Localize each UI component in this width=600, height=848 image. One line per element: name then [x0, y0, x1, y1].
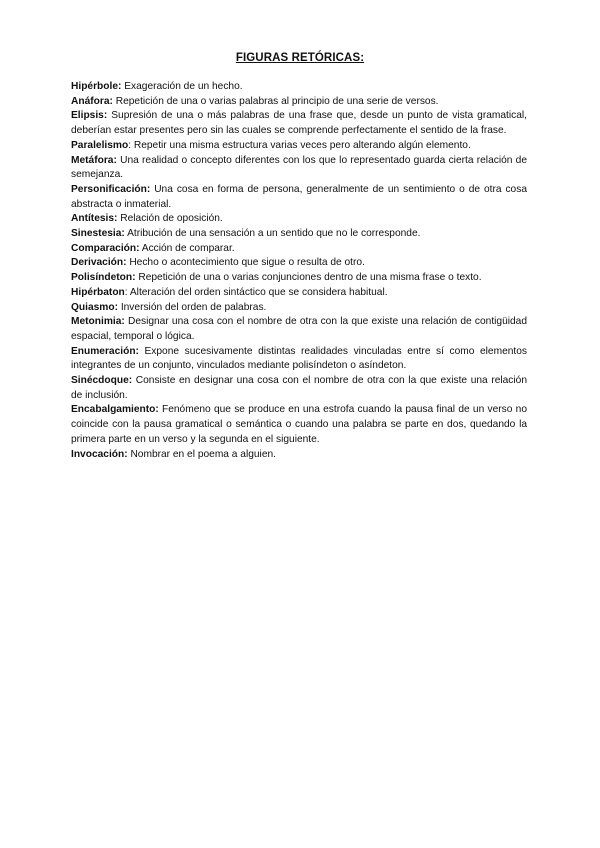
entry-definition: Nombrar en el poema a alguien. [127, 448, 276, 460]
list-item [71, 80, 527, 95]
entry-definition: Repetición de una o varias palabras al principio de una serie de versos. [112, 95, 439, 107]
entry-definition: Fenómeno que se produce en una estrofa cuando la pausa final de un verso no coincide con la pausa gramatical o semántica o cuando una palabra se parte en dos, quedando la primera parte en un verso y la segunda en el siguiente. [71, 404, 527, 445]
entry-term: Sinécdoque: [71, 375, 133, 387]
list-item [71, 109, 527, 138]
list-item [71, 242, 527, 257]
entry-term: Invocación: [71, 448, 128, 460]
entry-term: Quiasmo: [71, 301, 118, 313]
page-title: FIGURAS RETÓRICAS: [235, 52, 365, 64]
entry-definition: Una cosa en forma de persona, generalmente de un sentimiento o de otra cosa abstracta o inmaterial. [71, 183, 527, 210]
entry-term: Derivación: [71, 257, 127, 269]
list-item [71, 154, 527, 183]
list-item [71, 403, 527, 447]
figures-list [71, 80, 527, 462]
list-item [71, 95, 527, 110]
entry-term: Anáfora: [71, 95, 113, 107]
entry-definition: Hecho o acontecimiento que sigue o resulta de otro. [126, 257, 365, 269]
entry-term: Sinestesia: [71, 228, 125, 240]
entry-definition: Atribución de una sensación a un sentido que no le corresponde. [124, 228, 421, 240]
entry-term: Enumeración: [71, 345, 139, 357]
entry-definition: Supresión de una o más palabras de una frase que, desde un punto de vista gramatical, deberían estar presentes pero sin las cuales se comprende perfectamente el sentido de la frase. [71, 110, 527, 137]
entry-term: Elipsis: [71, 110, 108, 122]
entry-definition: : Alteración del orden sintáctico que se considera habitual. [124, 286, 388, 298]
list-item [71, 256, 527, 271]
entry-term: Hipérbaton [71, 286, 125, 298]
entry-definition: Expone sucesivamente distintas realidades vinculadas entre sí como elementos integrantes de un conjunto, vinculados mediante polisíndeton o asíndeton. [71, 345, 527, 372]
entry-term: Metonimia: [71, 316, 125, 328]
entry-definition: Designar una cosa con el nombre de otra con la que existe una relación de contigüidad espacial, temporal o lógica. [71, 316, 527, 342]
entry-term: Comparación: [71, 242, 140, 254]
entry-definition: Relación de oposición. [117, 213, 223, 225]
entry-definition: : Repetir una misma estructura varias veces pero alterando algún elemento. [128, 139, 471, 151]
list-item [71, 286, 527, 301]
list-item [71, 315, 527, 344]
entry-term: Polisíndeton: [71, 272, 136, 284]
list-item [71, 345, 527, 374]
entry-definition: Repetición de una o varias conjunciones dentro de una misma frase o texto. [135, 272, 482, 284]
entry-term: Metáfora: [71, 154, 117, 166]
entry-definition: Consiste en designar una cosa con el nombre de otra con la que existe una relación de inclusión. [71, 375, 527, 401]
list-item [71, 448, 527, 463]
entry-definition: Inversión del orden de palabras. [117, 301, 267, 313]
entry-term: Paralelismo [71, 139, 129, 151]
entry-term: Encabalgamiento: [71, 404, 159, 416]
entry-definition: Exageración de un hecho. [121, 81, 243, 92]
list-item [71, 183, 527, 212]
entry-definition: Una realidad o concepto diferentes con los que lo representado guarda cierta relación de semejanza. [71, 154, 527, 181]
entry-definition: Acción de comparar. [139, 242, 235, 254]
entry-term: Hipérbole: [71, 81, 122, 92]
list-item [71, 301, 527, 316]
list-item [71, 374, 527, 403]
entry-term: Personificación: [71, 183, 151, 195]
list-item [71, 139, 527, 154]
list-item [71, 212, 527, 227]
list-item [71, 271, 527, 286]
list-item [71, 227, 527, 242]
entry-term: Antítesis: [71, 213, 118, 225]
